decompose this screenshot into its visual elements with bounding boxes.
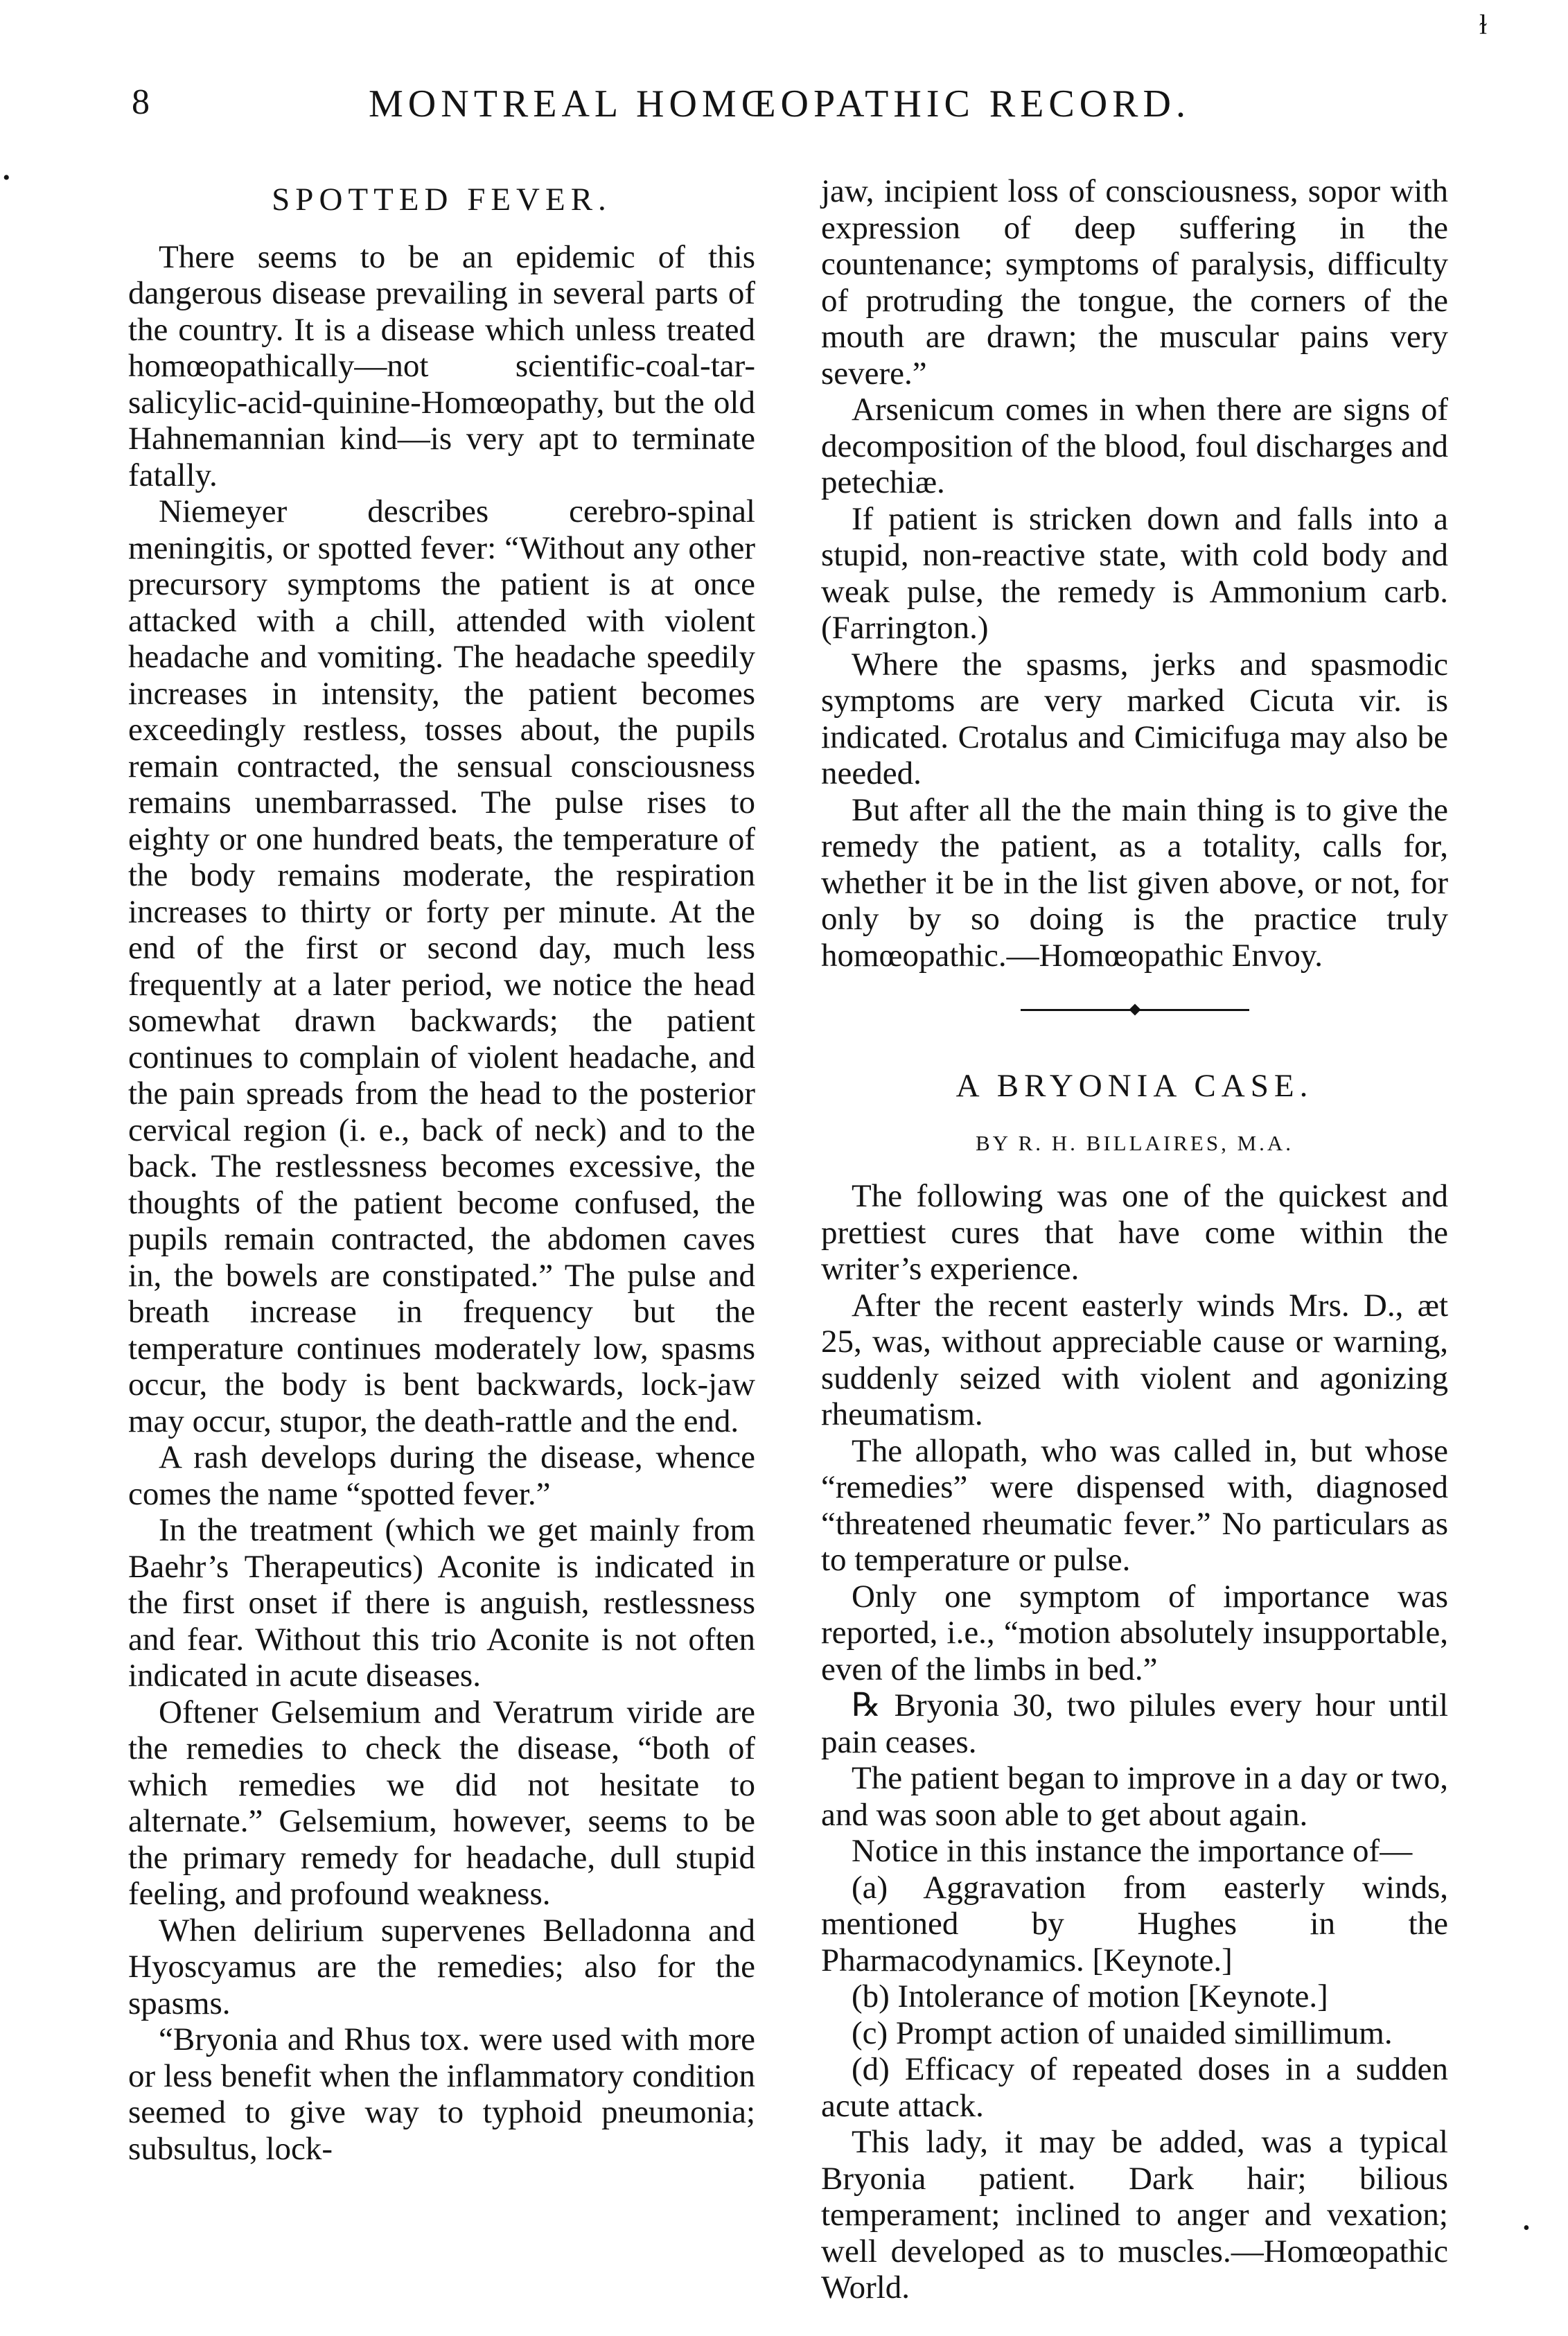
paragraph: Niemeyer describes cerebro-spinal meningitis, or spotted fever: “Without any other precursory symptoms the patient is at once attacked with a chill, attended with violent headache and vomiting. The headache speedily increases in intensity, the patient becomes exceedingly restless, tosses about, the pupils remain contracted, the sensual consciousness remains unembarrassed. The pulse rises to eighty or one hundred beats, the temperature of the body remains moderate, the respiration increases to thirty or forty per minute. At the end of the first or second day, much less frequently at a later period, we notice the head somewhat drawn backwards; the patient continues to complain of violent headache, and the pain spreads from the head to the posterior cervical region (i. e., back of neck) and to the back. The restlessness becomes excessive, the thoughts of the patient become confused, the pupils remain contracted, the abdomen caves in, the bowels are constipated.” The pulse and breath increase in frequency but the temperature continues moderately low, spasms occur, the body is bent backwards, lock-jaw may occur, stupor, the death-rattle and the end.: [128, 493, 755, 1439]
paragraph: Where the spasms, jerks and spasmodic symptoms are very marked Cicuta vir. is indicated. Crotalus and Cimicifuga may also be needed.: [821, 646, 1448, 791]
paragraph: (c) Prompt action of unaided simillimum.: [852, 2014, 1393, 2051]
paragraph: “Bryonia and Rhus tox. were used with more or less benefit when the inflammatory condition seemed to give way to typhoid pneumonia; subsultus, lock-: [128, 2021, 755, 2167]
margin-mark-top: ɫ: [1479, 9, 1488, 40]
paragraph: If patient is stricken down and falls into a stupid, non-reactive state, with cold body and weak pulse, the remedy is Ammonium carb. (Farrington.): [821, 500, 1448, 646]
left-column: [128, 173, 755, 2167]
paragraph: Oftener Gelsemium and Veratrum viride are the remedies to check the disease, “both of which remedies we did not hesitate to alternate.” Gelsemium, however, seems to be the primary remedy for headache, dull stupid feeling, and profound weakness.: [128, 1694, 755, 1912]
paragraph-continued: jaw, incipient loss of consciousness, sopor with expression of deep suffering in the countenance; symptoms of paralysis, difficulty of protruding the tongue, the corners of the mouth are drawn; the muscular pains very severe.”: [821, 173, 1448, 392]
running-title: MONTREAL HOMŒOPATHIC RECORD.: [369, 82, 1190, 125]
paragraph: Arsenicum comes in when there are signs of decomposition of the blood, foul discharges and petechiæ.: [821, 392, 1448, 500]
margin-mark-left: •: [3, 166, 10, 189]
paragraph: In the treatment (which we get mainly from Baehr’s Therapeutics) Aconite is indicated in the first onset if there is anguish, restlessness and fear. Without this trio Aconite is not often indicated in acute diseases.: [128, 1512, 755, 1694]
paragraph: When delirium supervenes Belladonna and Hyoscyamus are the remedies; also for the spasms.: [128, 1912, 755, 2021]
paragraph: Only one symptom of importance was reported, i.e., “motion absolutely insupportable, even of the limbs in bed.”: [821, 1578, 1448, 1687]
paragraph: A rash develops during the disease, whence comes the name “spotted fever.”: [128, 1439, 755, 1512]
paragraph: ℞ Bryonia 30, two pilules every hour until pain ceases.: [821, 1687, 1448, 1760]
paragraph: After the recent easterly winds Mrs. D., æt 25, was, without appreciable cause or warning, suddenly seized with violent and agonizing rheumatism.: [821, 1287, 1448, 1432]
paragraph: (b) Intolerance of motion [Keynote.]: [852, 1978, 1328, 2014]
article-title-spotted-fever: SPOTTED FEVER.: [272, 182, 612, 218]
right-column: [821, 173, 1448, 2306]
byline: BY R. H. BILLAIRES, M.A.: [975, 1130, 1294, 1155]
page-header: [132, 82, 1427, 137]
paragraph: The following was one of the quickest and prettiest cures that have come within the writer’s experience.: [821, 1178, 1448, 1287]
page-number: 8: [132, 82, 151, 122]
paragraph: This lady, it may be added, was a typical Bryonia patient. Dark hair; bilious temperament; inclined to anger and vexation; well developed as to muscles.—Homœopathic World.: [821, 2124, 1448, 2306]
paragraph: The allopath, who was called in, but whose “remedies” were dispensed with, diagnosed “threatened rheumatic fever.” No particulars as to temperature or pulse.: [821, 1432, 1448, 1578]
article-title-bryonia-case: A BRYONIA CASE.: [955, 1068, 1314, 1104]
section-divider: [1021, 1005, 1249, 1014]
paragraph: Notice in this instance the importance of—: [852, 1833, 1413, 1869]
margin-mark-bottom: •: [1523, 2218, 1530, 2239]
paragraph: There seems to be an epidemic of this dangerous disease prevailing in several parts of the country. It is a disease which unless treated homœopathically—not scientific-coal-tar-salicylic-acid-quinine-Homœopathy, but the old Hahnemannian kind—is very apt to terminate fatally.: [128, 238, 755, 493]
paragraph: But after all the the main thing is to give the remedy the patient, as a totality, calls for, whether it be in the list given above, or not, for only by so doing is the practice truly homœopathic.—Homœopathic Envoy.: [821, 791, 1448, 974]
diamond-ornament-icon: [1129, 1004, 1140, 1016]
paragraph: (d) Efficacy of repeated doses in a sudden acute attack.: [821, 2051, 1448, 2124]
paragraph: (a) Aggravation from easterly winds, mentioned by Hughes in the Pharmacodynamics. [Keynote.]: [821, 1869, 1448, 1978]
paragraph: The patient began to improve in a day or two, and was soon able to get about again.: [821, 1760, 1448, 1833]
